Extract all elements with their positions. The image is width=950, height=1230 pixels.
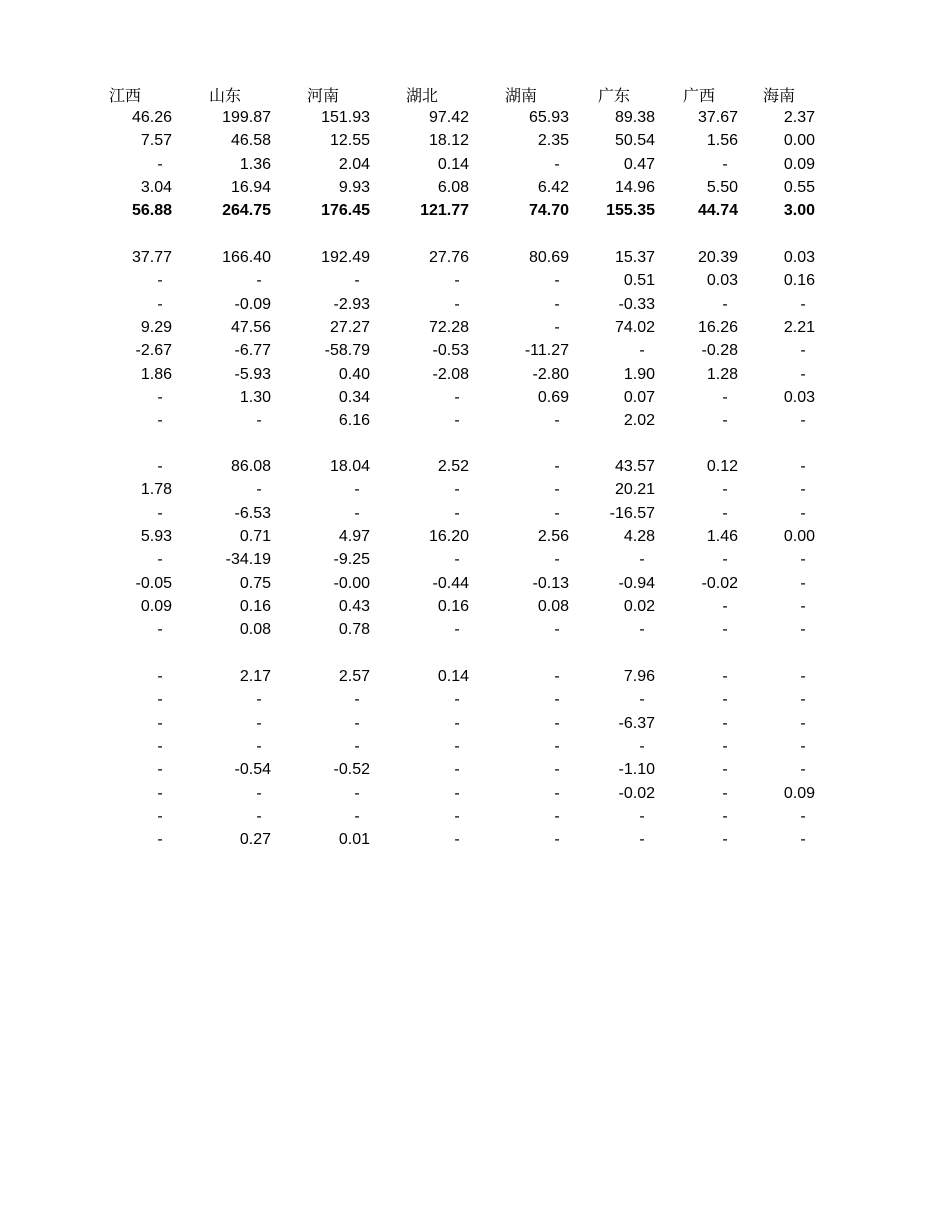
table-cell: - (722, 714, 728, 732)
table-cell: 1.78 (140, 481, 172, 499)
table-cell: -2.93 (333, 295, 370, 313)
table-cell: 0.55 (783, 178, 815, 196)
table-cell: - (554, 504, 560, 522)
table-cell: - (157, 691, 163, 709)
column-header: 湖北 (406, 86, 439, 105)
total-cell: 155.35 (606, 202, 655, 220)
table-cell: - (454, 388, 460, 406)
table-cell: 6.08 (437, 178, 469, 196)
table-cell: - (454, 621, 460, 639)
table-cell: 0.09 (783, 155, 815, 173)
table-cell: 2.17 (239, 668, 271, 685)
table-cell: 16.94 (230, 178, 271, 196)
table-cell: - (722, 597, 728, 615)
table-cell: 47.56 (230, 318, 271, 336)
table-cell: -0.53 (432, 342, 469, 360)
table-cell: 166.40 (222, 249, 271, 266)
table-cell: - (800, 737, 806, 755)
table-cell: - (554, 272, 560, 290)
table-cell: - (157, 714, 163, 732)
table-cell: 0.47 (623, 155, 655, 173)
table-cell: -0.13 (532, 574, 569, 592)
table-cell: - (157, 668, 163, 685)
table-cell: 2.52 (437, 458, 469, 475)
table-cell: 0.71 (239, 527, 271, 545)
table-cell: 0.14 (437, 155, 469, 173)
table-cell: -0.05 (135, 574, 172, 592)
table-cell: 0.27 (239, 831, 271, 849)
table-cell: - (554, 691, 560, 709)
column-header: 广东 (598, 86, 631, 105)
table-cell: - (354, 714, 360, 732)
table-cell: -34.19 (225, 551, 271, 569)
table-cell: - (722, 551, 728, 569)
table-cell: - (800, 458, 806, 475)
table-cell: -0.28 (701, 342, 738, 360)
total-cell: 121.77 (420, 202, 469, 220)
total-cell: 74.70 (528, 202, 569, 220)
table-cell: -0.94 (618, 574, 655, 592)
table-cell: - (800, 621, 806, 639)
table-cell: 86.08 (230, 458, 271, 475)
table-cell: - (554, 458, 560, 475)
table-cell: 18.12 (428, 132, 469, 150)
table-cell: 0.09 (783, 784, 815, 802)
table-cell: - (554, 621, 560, 639)
table-cell: - (157, 272, 163, 290)
table-cell: - (800, 365, 806, 383)
table-cell: - (639, 342, 645, 360)
table-cell: - (800, 481, 806, 499)
table-cell: - (454, 761, 460, 779)
column-header: 山东 (209, 86, 242, 105)
table-cell: 0.16 (783, 272, 815, 290)
table-cell: - (722, 807, 728, 825)
table-cell: - (639, 691, 645, 709)
table-cell: - (800, 668, 806, 685)
table-cell: - (800, 342, 806, 360)
table-cell: - (354, 272, 360, 290)
table-cell: 192.49 (321, 249, 370, 266)
table-cell: -9.25 (333, 551, 370, 569)
table-cell: - (157, 551, 163, 569)
table-cell: 2.35 (537, 132, 569, 150)
column-header: 海南 (763, 86, 796, 105)
table-cell: 0.51 (623, 272, 655, 290)
table-cell: 5.93 (140, 527, 172, 545)
table-cell: - (554, 481, 560, 499)
table-cell: - (157, 807, 163, 825)
table-cell: 5.50 (706, 178, 738, 196)
table-cell: - (454, 784, 460, 802)
table-cell: 199.87 (222, 109, 271, 126)
table-cell: 0.16 (239, 597, 271, 615)
table-cell: - (157, 621, 163, 639)
table-cell: - (722, 412, 728, 430)
table-cell: 2.21 (783, 318, 815, 336)
table-cell: - (454, 691, 460, 709)
table-cell: 6.42 (537, 178, 569, 196)
table-cell: 20.39 (697, 249, 738, 266)
table-cell: 9.29 (140, 318, 172, 336)
table-cell: - (639, 621, 645, 639)
table-cell: - (554, 412, 560, 430)
table-cell: -2.67 (135, 342, 172, 360)
table-cell: -0.52 (333, 761, 370, 779)
table-cell: - (722, 504, 728, 522)
table-cell: - (722, 481, 728, 499)
table-cell: - (800, 597, 806, 615)
table-cell: 18.04 (329, 458, 370, 475)
table-cell: 0.02 (623, 597, 655, 615)
total-cell: 176.45 (321, 202, 370, 220)
table-cell: - (454, 504, 460, 522)
table-cell: - (800, 574, 806, 592)
table-cell: -1.10 (618, 761, 655, 779)
table-cell: 0.08 (537, 597, 569, 615)
table-cell: - (722, 761, 728, 779)
column-header: 广西 (683, 86, 716, 105)
table-cell: - (354, 504, 360, 522)
table-cell: 16.20 (428, 527, 469, 545)
table-cell: 2.02 (623, 412, 655, 430)
table-cell: - (354, 691, 360, 709)
table-cell: - (454, 272, 460, 290)
table-cell: 1.46 (706, 527, 738, 545)
table-cell: 0.03 (783, 388, 815, 406)
table-cell: 9.93 (338, 178, 370, 196)
table-cell: - (722, 155, 728, 173)
table-cell: -6.77 (234, 342, 271, 360)
table-cell: 2.37 (783, 109, 815, 126)
table-cell: - (454, 551, 460, 569)
table-cell: -2.08 (432, 365, 469, 383)
total-cell: 264.75 (222, 202, 271, 220)
table-cell: 1.30 (239, 388, 271, 406)
table-cell: 50.54 (614, 132, 655, 150)
table-cell: 0.09 (140, 597, 172, 615)
table-cell: - (256, 412, 262, 430)
table-cell: -5.93 (234, 365, 271, 383)
table-cell: 0.03 (783, 249, 815, 266)
table-cell: - (722, 295, 728, 313)
table-cell: - (800, 295, 806, 313)
table-cell: 0.01 (338, 831, 370, 849)
table-cell: - (722, 831, 728, 849)
total-cell: 44.74 (697, 202, 738, 220)
table-cell: - (454, 412, 460, 430)
table-cell: - (354, 737, 360, 755)
total-cell: 56.88 (131, 202, 172, 220)
table-cell: - (157, 155, 163, 173)
table-cell: - (800, 504, 806, 522)
table-cell: 37.67 (697, 109, 738, 126)
table-cell: 0.75 (239, 574, 271, 592)
table-cell: - (157, 388, 163, 406)
table-cell: - (554, 668, 560, 685)
table-cell: - (800, 691, 806, 709)
table-cell: - (454, 714, 460, 732)
table-cell: - (554, 295, 560, 313)
table-cell: - (722, 691, 728, 709)
table-cell: -0.02 (618, 784, 655, 802)
table-cell: -11.27 (524, 342, 569, 360)
table-cell: 0.03 (706, 272, 738, 290)
table-cell: 7.57 (140, 132, 172, 150)
table-cell: - (800, 831, 806, 849)
table-cell: - (256, 807, 262, 825)
table-cell: 89.38 (614, 109, 655, 126)
table-cell: 46.58 (230, 132, 271, 150)
table-cell: 0.69 (537, 388, 569, 406)
table-cell: - (256, 784, 262, 802)
table-cell: 0.78 (338, 621, 370, 639)
table-cell: - (554, 737, 560, 755)
table-cell: - (800, 807, 806, 825)
table-cell: 0.16 (437, 597, 469, 615)
table-cell: -2.80 (532, 365, 569, 383)
table-cell: - (554, 155, 560, 173)
table-cell: - (554, 784, 560, 802)
table-cell: - (157, 504, 163, 522)
table-cell: 0.34 (338, 388, 370, 406)
table-cell: -0.54 (234, 761, 271, 779)
table-cell: 0.00 (783, 132, 815, 150)
table-cell: -0.44 (432, 574, 469, 592)
table-cell: - (800, 412, 806, 430)
table-cell: - (354, 784, 360, 802)
table-cell: 2.04 (338, 155, 370, 173)
table-cell: - (639, 807, 645, 825)
table-cell: 4.28 (623, 527, 655, 545)
table-cell: - (354, 481, 360, 499)
table-cell: 16.26 (697, 318, 738, 336)
table-cell: - (157, 831, 163, 849)
table-cell: 2.57 (338, 668, 370, 685)
table-cell: - (454, 481, 460, 499)
table-cell: - (554, 551, 560, 569)
table-cell: 37.77 (131, 249, 172, 266)
table-cell: 74.02 (614, 318, 655, 336)
table-cell: -6.37 (618, 714, 655, 732)
column-header: 河南 (307, 86, 340, 105)
table-cell: 14.96 (614, 178, 655, 196)
table-cell: - (722, 388, 728, 406)
table-cell: - (256, 272, 262, 290)
table-cell: 27.76 (428, 249, 469, 266)
table-cell: - (454, 737, 460, 755)
table-cell: - (800, 714, 806, 732)
table-cell: -0.33 (618, 295, 655, 313)
table-cell: - (722, 668, 728, 685)
table-cell: 72.28 (428, 318, 469, 336)
table-cell: - (722, 784, 728, 802)
table-cell: - (454, 831, 460, 849)
table-cell: 0.00 (783, 527, 815, 545)
table-cell: 43.57 (614, 458, 655, 475)
table-cell: 1.56 (706, 132, 738, 150)
table-cell: - (639, 551, 645, 569)
table-cell: -58.79 (324, 342, 370, 360)
table-cell: 97.42 (428, 109, 469, 126)
table-cell: 65.93 (528, 109, 569, 126)
table-cell: -0.02 (701, 574, 738, 592)
table-cell: - (157, 737, 163, 755)
table-cell: - (256, 737, 262, 755)
table-cell: - (157, 784, 163, 802)
total-cell: 3.00 (783, 202, 815, 220)
table-cell: - (722, 737, 728, 755)
table-cell: - (256, 691, 262, 709)
table-cell: - (454, 295, 460, 313)
table-cell: 2.56 (537, 527, 569, 545)
table-cell: 1.36 (239, 155, 271, 173)
table-cell: - (554, 761, 560, 779)
column-header: 湖南 (505, 86, 538, 105)
table-cell: 1.86 (140, 365, 172, 383)
table-cell: 151.93 (321, 109, 370, 126)
table-cell: - (554, 318, 560, 336)
table-cell: 0.08 (239, 621, 271, 639)
table-cell: 80.69 (528, 249, 569, 266)
table-cell: - (800, 551, 806, 569)
table-cell: 1.90 (623, 365, 655, 383)
table-cell: 6.16 (338, 412, 370, 430)
table-cell: -0.09 (234, 295, 271, 313)
table-cell: 46.26 (131, 109, 172, 126)
table-cell: 12.55 (329, 132, 370, 150)
table-cell: - (639, 831, 645, 849)
table-cell: -16.57 (609, 504, 655, 522)
table-cell: 0.07 (623, 388, 655, 406)
table-cell: - (157, 412, 163, 430)
table-cell: 0.40 (338, 365, 370, 383)
table-cell: 27.27 (329, 318, 370, 336)
table-cell: 1.28 (706, 365, 738, 383)
table-cell: - (157, 295, 163, 313)
table-cell: - (639, 737, 645, 755)
table-cell: 4.97 (338, 527, 370, 545)
column-header: 江西 (109, 86, 142, 105)
table-cell: - (554, 807, 560, 825)
table-cell: - (354, 807, 360, 825)
table-cell: - (554, 831, 560, 849)
table-cell: 7.96 (623, 668, 655, 685)
table-cell: -0.00 (333, 574, 370, 592)
table-cell: - (800, 761, 806, 779)
table-cell: - (256, 714, 262, 732)
table-cell: - (256, 481, 262, 499)
table-cell: - (722, 621, 728, 639)
table-cell: -6.53 (234, 504, 271, 522)
table-cell: 20.21 (614, 481, 655, 499)
table-cell: 0.12 (706, 458, 738, 475)
table-cell: - (157, 458, 163, 475)
table-cell: 0.14 (437, 668, 469, 685)
table-cell: 3.04 (140, 178, 172, 196)
table-cell: - (157, 761, 163, 779)
table-cell: - (454, 807, 460, 825)
table-cell: - (554, 714, 560, 732)
table-cell: 15.37 (614, 249, 655, 266)
table-cell: 0.43 (338, 597, 370, 615)
